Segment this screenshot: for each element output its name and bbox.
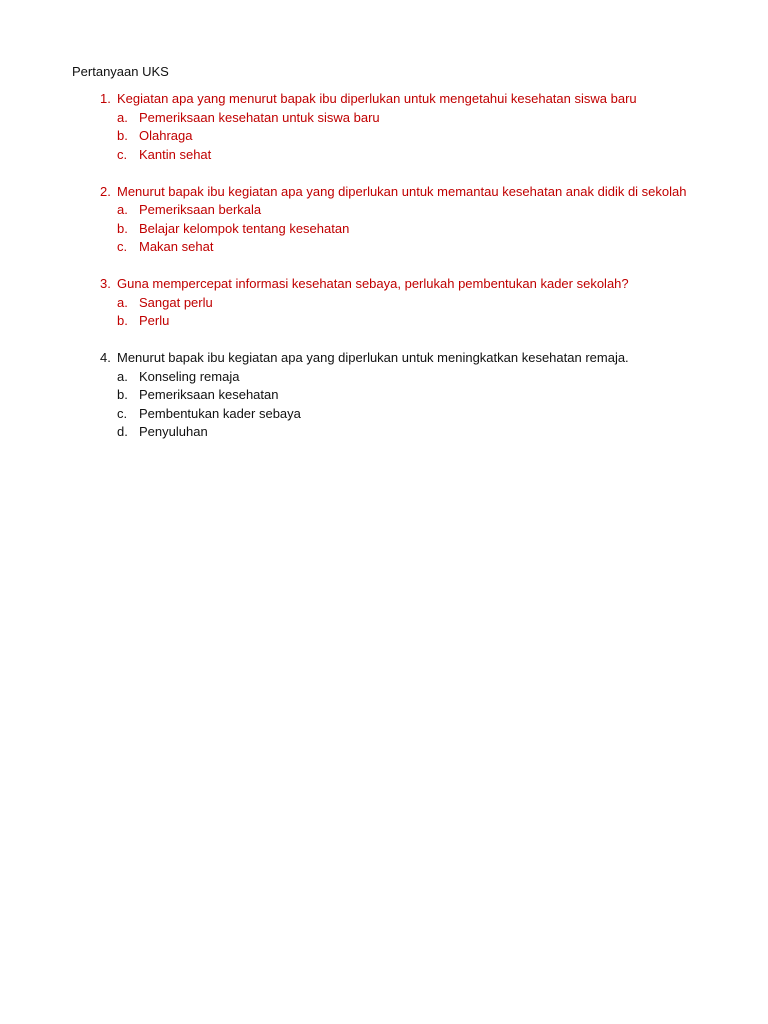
option-item bbox=[72, 220, 702, 239]
question-number: 3. bbox=[100, 276, 111, 291]
option-item bbox=[72, 386, 702, 405]
question-row bbox=[72, 90, 702, 109]
option-item bbox=[72, 368, 702, 387]
option-letter: a. bbox=[117, 109, 128, 125]
option-item bbox=[72, 201, 702, 220]
question-item-3 bbox=[72, 275, 702, 331]
option-letter: d. bbox=[117, 424, 128, 439]
question-number: 1. bbox=[100, 91, 111, 106]
option-item bbox=[72, 405, 702, 424]
question-text: Menurut bapak ibu kegiatan apa yang diperlukan untuk memantau kesehatan anak didik di sekolah bbox=[117, 183, 687, 199]
option-list bbox=[72, 368, 702, 442]
question-number-wrap bbox=[72, 183, 117, 202]
option-list bbox=[72, 109, 702, 165]
question-list bbox=[72, 90, 702, 460]
option-item bbox=[72, 423, 702, 442]
option-letter: a. bbox=[117, 294, 128, 310]
option-letter: b. bbox=[117, 220, 128, 236]
question-row bbox=[72, 183, 702, 202]
option-text: Perlu bbox=[139, 313, 170, 328]
question-number-wrap bbox=[72, 349, 117, 368]
option-text: Pemeriksaan berkala bbox=[139, 202, 262, 217]
option-text: Makan sehat bbox=[139, 239, 214, 254]
option-letter: a. bbox=[117, 202, 128, 217]
question-item-2 bbox=[72, 183, 702, 257]
question-number: 2. bbox=[100, 183, 111, 199]
option-text: Olahraga bbox=[139, 128, 193, 143]
question-row bbox=[72, 349, 702, 368]
question-item-1 bbox=[72, 90, 702, 164]
option-text: Penyuluhan bbox=[139, 424, 208, 439]
option-item bbox=[72, 109, 702, 128]
question-number-wrap bbox=[72, 275, 117, 294]
question-text: Guna mempercepat informasi kesehatan sebaya, perlukah pembentukan kader sekolah? bbox=[117, 276, 629, 291]
option-item bbox=[72, 127, 702, 146]
option-text: Belajar kelompok tentang kesehatan bbox=[139, 220, 350, 236]
question-text: Menurut bapak ibu kegiatan apa yang diperlukan untuk meningkatkan kesehatan remaja. bbox=[117, 350, 629, 365]
option-list bbox=[72, 294, 702, 331]
option-text: Pemeriksaan kesehatan untuk siswa baru bbox=[139, 109, 380, 125]
option-letter: c. bbox=[117, 146, 128, 162]
document-title: Pertanyaan UKS bbox=[72, 64, 169, 79]
option-item bbox=[72, 146, 702, 165]
question-number: 4. bbox=[100, 350, 111, 365]
question-number-wrap bbox=[72, 90, 117, 109]
option-text: Pemeriksaan kesehatan bbox=[139, 387, 279, 402]
option-text: Kantin sehat bbox=[139, 146, 212, 162]
option-text: Konseling remaja bbox=[139, 368, 240, 384]
question-row bbox=[72, 275, 702, 294]
question-item-4 bbox=[72, 349, 702, 442]
option-list bbox=[72, 201, 702, 257]
option-letter: b. bbox=[117, 387, 128, 402]
option-letter: c. bbox=[117, 239, 128, 254]
option-letter: a. bbox=[117, 368, 128, 384]
option-item bbox=[72, 238, 702, 257]
option-text: Pembentukan kader sebaya bbox=[139, 405, 301, 421]
option-letter: c. bbox=[117, 405, 128, 421]
option-text: Sangat perlu bbox=[139, 294, 213, 310]
option-item bbox=[72, 294, 702, 313]
option-letter: b. bbox=[117, 128, 128, 143]
option-item bbox=[72, 312, 702, 331]
question-text: Kegiatan apa yang menurut bapak ibu diperlukan untuk mengetahui kesehatan siswa baru bbox=[117, 91, 637, 106]
option-letter: b. bbox=[117, 313, 128, 328]
